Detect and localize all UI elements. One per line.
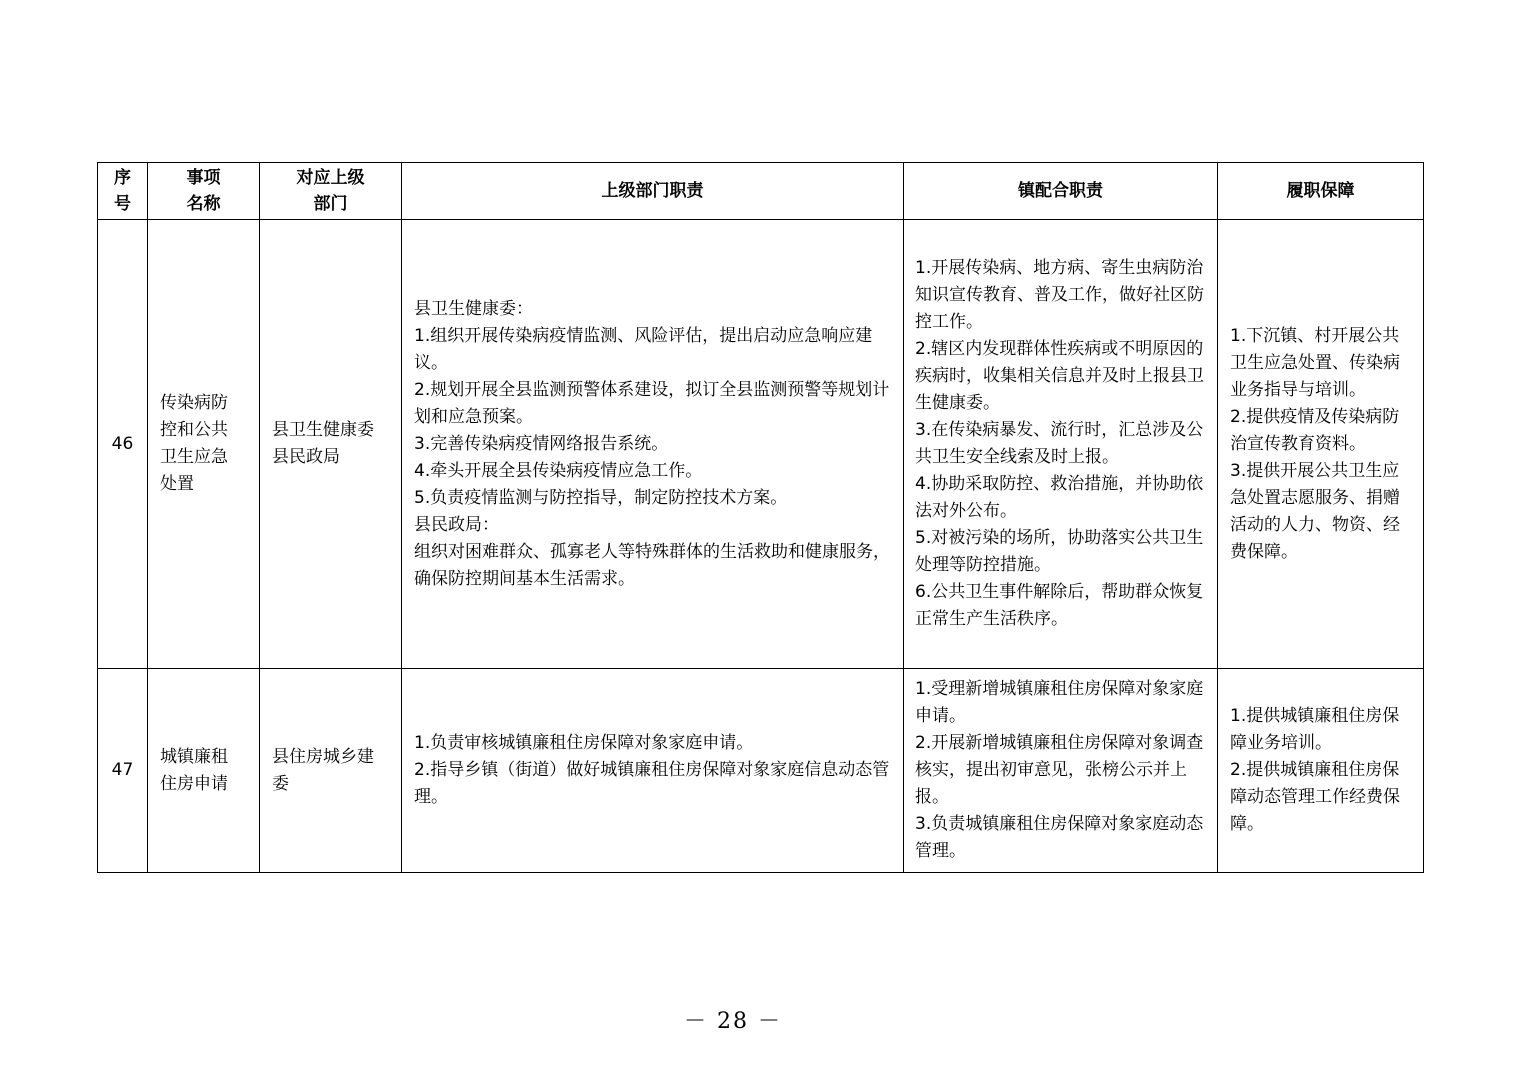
- row-superior-duties: 县卫生健康委： 1.组织开展传染病疫情监测、风险评估，提出启动应急响应建议。 2.规划开展全县监测预警体系建设，拟订全县监测预警等规划计划和应急预案。 3.完善传染病疫情网络报告系统。 4.牵头开展全县传染病疫情应急工作。 5.负责疫情监测与防控指导，制定防控技术方案。 县民政局： 组织对困难群众、孤寡老人等特殊群体的生活救助和健康服务，确保防控期间基本生活需求。: [402, 220, 904, 669]
- header-guarantee: 履职保障: [1218, 163, 1424, 220]
- row-town-duties: 1.开展传染病、地方病、寄生虫病防治知识宣传教育、普及工作，做好社区防控工作。 2.辖区内发现群体性疾病或不明原因的疾病时，收集相关信息并及时上报县卫生健康委。 3.在传染病暴发、流行时，汇总涉及公共卫生安全线索及时上报。 4.协助采取防控、救治措施，并协助依法对外公布。 5.对被污染的场所，协助落实公共卫生处理等防控措施。 6.公共卫生事件解除后，帮助群众恢复正常生产生活秩序。: [904, 220, 1218, 669]
- duties-table: [97, 162, 1424, 873]
- table-row: [98, 220, 1424, 669]
- table-header-row: [98, 163, 1424, 220]
- header-item-name: 事项 名称: [148, 163, 260, 220]
- row-seq: 46: [98, 220, 148, 669]
- row-guarantee: 1.下沉镇、村开展公共卫生应急处置、传染病业务指导与培训。 2.提供疫情及传染病防治宣传教育资料。 3.提供开展公共卫生应急处置志愿服务、捐赠活动的人力、物资、经费保障。: [1218, 220, 1424, 669]
- row-superior-dept: 县住房城乡建 委: [260, 669, 402, 873]
- header-seq: 序 号: [98, 163, 148, 220]
- row-town-duties: 1.受理新增城镇廉租住房保障对象家庭申请。 2.开展新增城镇廉租住房保障对象调查核实，提出初审意见，张榜公示并上报。 3.负责城镇廉租住房保障对象家庭动态管理。: [904, 669, 1218, 873]
- table-row: [98, 669, 1424, 873]
- header-superior-dept: 对应上级 部门: [260, 163, 402, 220]
- row-superior-duties: 1.负责审核城镇廉租住房保障对象家庭申请。 2.指导乡镇（街道）做好城镇廉租住房保障对象家庭信息动态管理。: [402, 669, 904, 873]
- row-guarantee: 1.提供城镇廉租住房保障业务培训。 2.提供城镇廉租住房保障动态管理工作经费保障。: [1218, 669, 1424, 873]
- header-town-duties: 镇配合职责: [904, 163, 1218, 220]
- row-item-name: 城镇廉租 住房申请: [148, 669, 260, 873]
- row-item-name: 传染病防 控和公共 卫生应急 处置: [148, 220, 260, 669]
- row-superior-dept: 县卫生健康委 县民政局: [260, 220, 402, 669]
- row-seq: 47: [98, 669, 148, 873]
- header-superior-duties: 上级部门职责: [402, 163, 904, 220]
- page-number: － 28 －: [684, 1009, 782, 1034]
